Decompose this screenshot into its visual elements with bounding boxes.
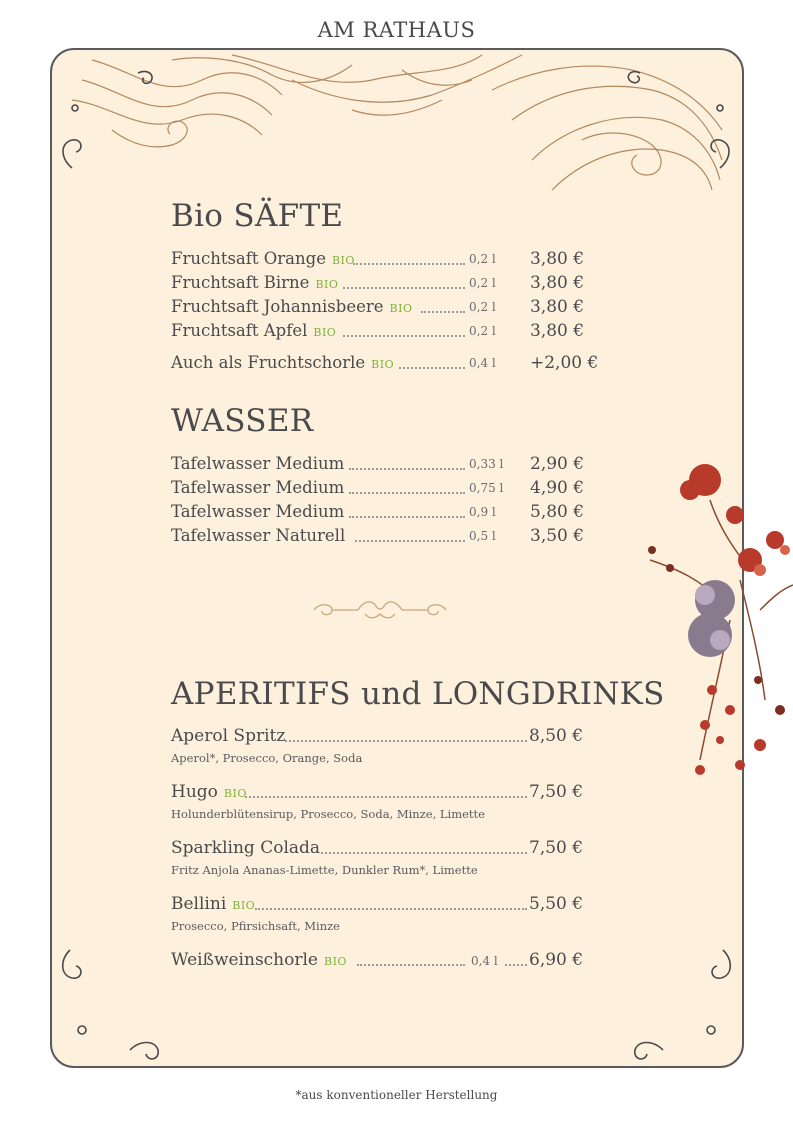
item-name: Fruchtsaft Birne bbox=[171, 273, 310, 292]
item-description: Fritz Anjola Ananas-Limette, Dunkler Rum*, Limette bbox=[171, 863, 478, 877]
dot-leader bbox=[505, 960, 527, 966]
dot-leader bbox=[349, 512, 465, 518]
bio-badge: BIO bbox=[371, 358, 395, 371]
item-volume: 0,2 l bbox=[469, 324, 496, 338]
dot-leader bbox=[343, 283, 465, 289]
menu-item bbox=[171, 950, 591, 996]
menu-row bbox=[171, 249, 591, 273]
corner-ornament-icon bbox=[50, 48, 160, 188]
bio-badge: BIO bbox=[331, 254, 355, 267]
item-volume: 0,2 l bbox=[469, 252, 496, 266]
item-volume: 0,4 l bbox=[471, 954, 498, 968]
item-description: Holunderblütensirup, Prosecco, Soda, Minze, Limette bbox=[171, 807, 485, 821]
dot-leader bbox=[353, 259, 465, 265]
menu-row bbox=[171, 478, 591, 502]
item-volume: 0,2 l bbox=[469, 300, 496, 314]
menu-row bbox=[171, 502, 591, 526]
dot-leader bbox=[245, 792, 527, 798]
item-description: Prosecco, Pfirsichsaft, Minze bbox=[171, 919, 340, 933]
item-name: Weißweinschorle bbox=[171, 950, 318, 970]
item-price: 7,50 € bbox=[529, 782, 584, 802]
item-volume: 0,2 l bbox=[469, 276, 496, 290]
item-volume: 0,33 l bbox=[469, 457, 504, 471]
bio-badge: BIO bbox=[315, 278, 339, 291]
item-price: 3,80 € bbox=[530, 297, 585, 317]
dot-leader bbox=[285, 736, 527, 742]
item-price: 3,80 € bbox=[530, 249, 585, 269]
item-volume: 0,9 l bbox=[469, 505, 496, 519]
divider-ornament-icon bbox=[310, 596, 450, 622]
menu-row bbox=[171, 526, 591, 550]
menu-row bbox=[171, 321, 591, 345]
page-header: AM RATHAUS bbox=[317, 18, 476, 42]
item-name: Bellini bbox=[171, 894, 227, 914]
dot-leader bbox=[349, 488, 465, 494]
section-title-juices: Bio SÄFTE bbox=[171, 198, 344, 234]
flower-decoration-icon bbox=[640, 450, 793, 795]
dot-leader bbox=[357, 960, 465, 966]
bio-badge: BIO bbox=[232, 899, 256, 912]
item-description: Aperol*, Prosecco, Orange, Soda bbox=[171, 751, 363, 765]
menu-row bbox=[171, 353, 599, 377]
menu-row bbox=[171, 454, 591, 478]
item-name: Tafelwasser Naturell bbox=[171, 526, 346, 545]
item-price: 2,90 € bbox=[530, 454, 585, 474]
dot-leader bbox=[255, 904, 527, 910]
section-title-aperitifs: APERITIFS und LONGDRINKS bbox=[171, 676, 665, 712]
item-price: +2,00 € bbox=[530, 353, 599, 373]
menu-item bbox=[171, 894, 591, 940]
item-price: 3,80 € bbox=[530, 273, 585, 293]
corner-ornament-icon bbox=[615, 940, 745, 1070]
dot-leader bbox=[421, 307, 465, 313]
menu-item bbox=[171, 838, 591, 884]
item-name: Tafelwasser Medium bbox=[171, 478, 345, 497]
item-price: 3,80 € bbox=[530, 321, 585, 341]
item-name: Sparkling Colada bbox=[171, 838, 321, 858]
item-name: Auch als Fruchtschorle bbox=[171, 353, 366, 372]
item-name: Fruchtsaft Johannisbeere bbox=[171, 297, 384, 316]
item-price: 8,50 € bbox=[529, 726, 584, 746]
item-volume: 0,75 l bbox=[469, 481, 504, 495]
bio-badge: BIO bbox=[313, 326, 337, 339]
bio-badge: BIO bbox=[223, 787, 247, 800]
menu-item bbox=[171, 726, 591, 772]
item-name: Hugo bbox=[171, 782, 218, 802]
item-name: Tafelwasser Medium bbox=[171, 454, 345, 473]
menu-row bbox=[171, 297, 591, 321]
corner-ornament-icon bbox=[50, 940, 180, 1070]
item-name: Fruchtsaft Orange bbox=[171, 249, 326, 268]
menu-item bbox=[171, 782, 591, 828]
dot-leader bbox=[321, 848, 527, 854]
item-name: Aperol Spritz bbox=[171, 726, 286, 746]
section-title-water: WASSER bbox=[171, 403, 314, 439]
dot-leader bbox=[355, 536, 465, 542]
item-volume: 0,4 l bbox=[469, 356, 496, 370]
item-name: Tafelwasser Medium bbox=[171, 502, 345, 521]
item-price: 5,80 € bbox=[530, 502, 585, 522]
item-volume: 0,5 l bbox=[469, 529, 496, 543]
corner-ornament-icon bbox=[620, 48, 744, 188]
item-name: Fruchtsaft Apfel bbox=[171, 321, 308, 340]
item-price: 6,90 € bbox=[529, 950, 584, 970]
dot-leader bbox=[399, 363, 465, 369]
footnote: *aus konventioneller Herstellung bbox=[295, 1088, 498, 1102]
item-price: 4,90 € bbox=[530, 478, 585, 498]
dot-leader bbox=[343, 331, 465, 337]
menu-row bbox=[171, 273, 591, 297]
bio-badge: BIO bbox=[324, 955, 347, 968]
bio-badge: BIO bbox=[389, 302, 413, 315]
item-price: 3,50 € bbox=[530, 526, 585, 546]
item-price: 5,50 € bbox=[529, 894, 584, 914]
dot-leader bbox=[349, 464, 465, 470]
item-price: 7,50 € bbox=[529, 838, 584, 858]
